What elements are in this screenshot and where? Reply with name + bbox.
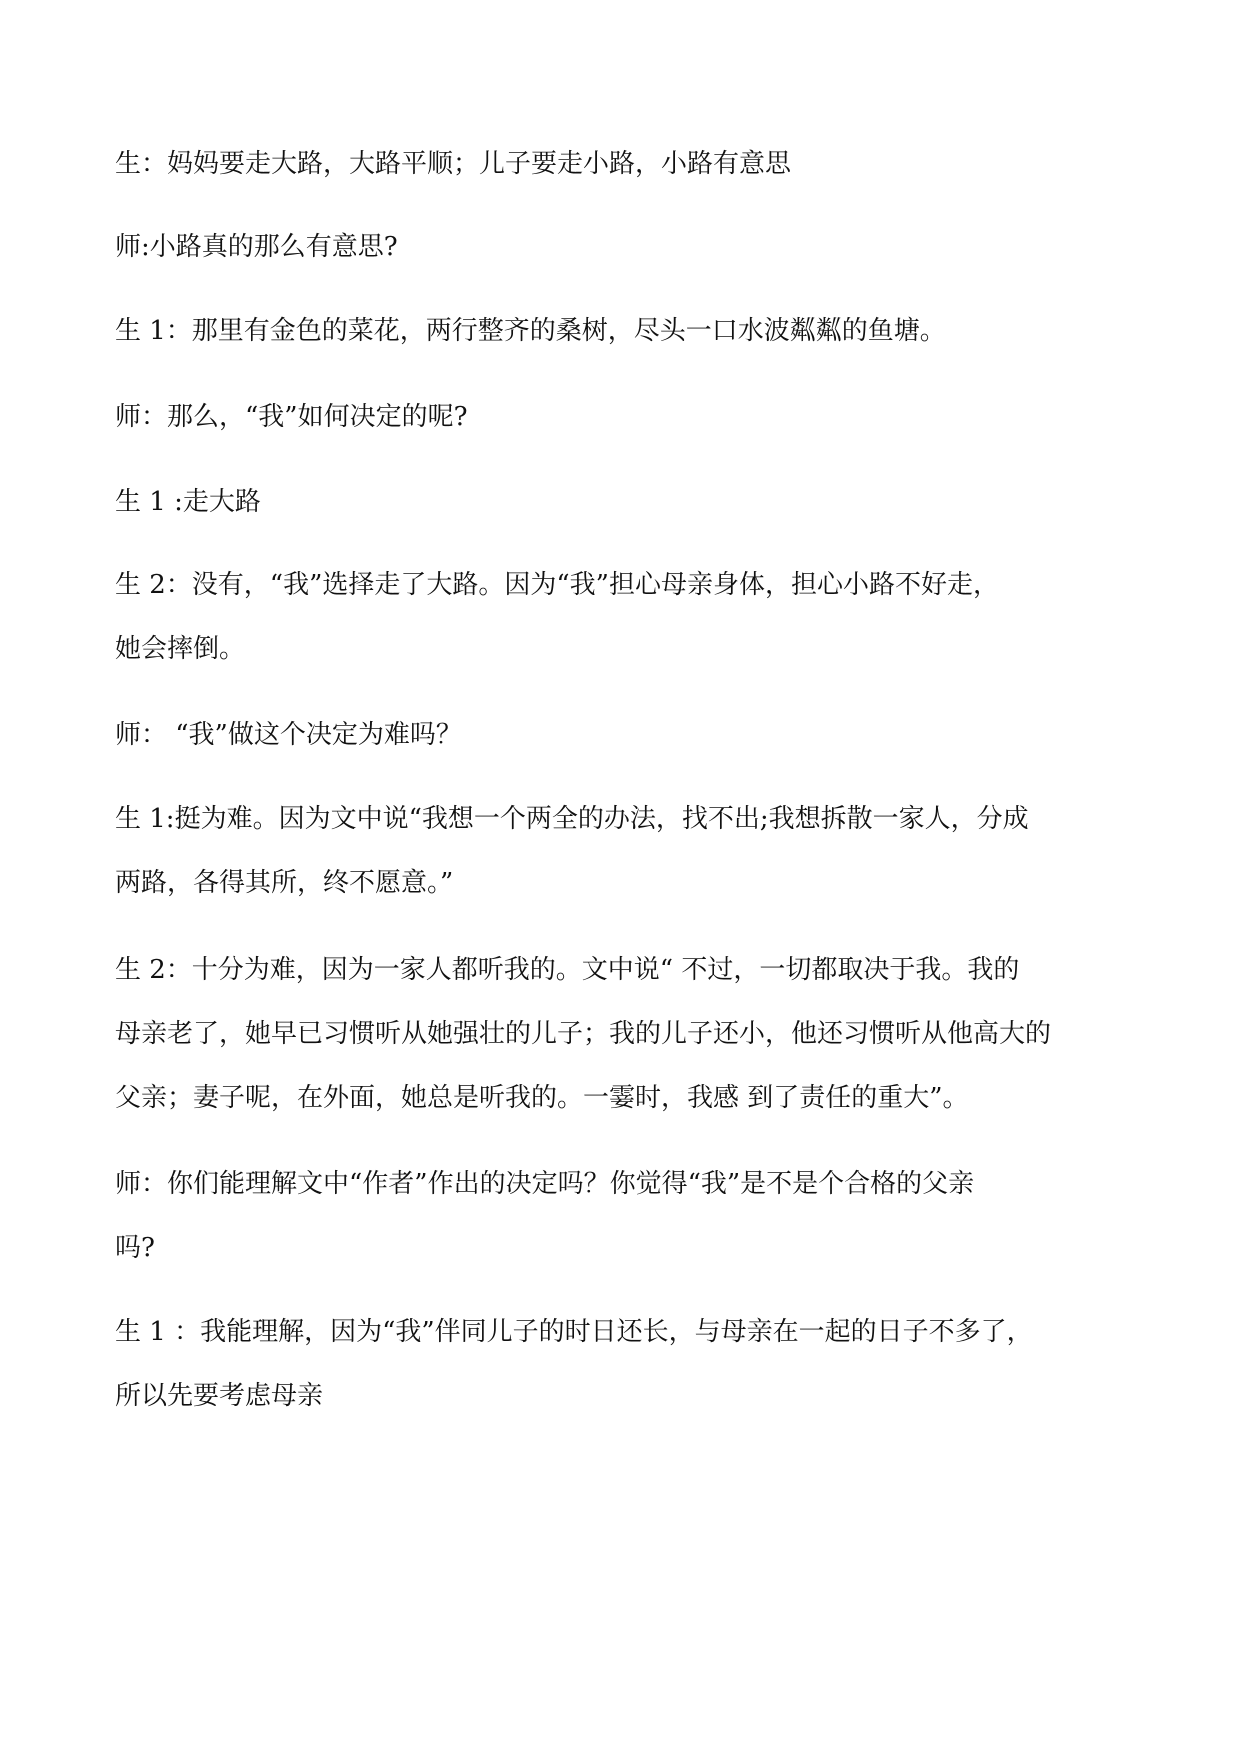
paragraph-7 (115, 703, 1145, 767)
paragraph-line: 师： “我”做这个决定为难吗？ (115, 720, 462, 750)
paragraph-line: 师：那么，“我”如何决定的呢? (115, 402, 468, 432)
paragraph-line: 父亲；妻子呢，在外面，她总是听我的。一霎时，我感 到了责任的重大”。 (115, 1083, 969, 1113)
paragraph-line: 生 1：那里有金色的菜花，两行整齐的桑树，尽头一口水波粼粼的鱼塘。 (115, 316, 946, 346)
paragraph-6 (115, 553, 1145, 681)
paragraph-10 (115, 1152, 1145, 1280)
paragraph-line: 母亲老了，她早已习惯听从她强壮的儿子；我的儿子还小，他还习惯听从他高大的 (115, 1019, 1052, 1049)
paragraph-line: 吗? (115, 1233, 155, 1263)
paragraph-3 (115, 299, 1145, 363)
paragraph-line: 师：你们能理解文中“作者”作出的决定吗？你觉得“我”是不是个合格的父亲 (115, 1169, 975, 1199)
paragraph-line: 生：妈妈要走大路，大路平顺；儿子要走小路，小路有意思 (115, 149, 792, 179)
paragraph-line: 生 1 :走大路 (115, 487, 261, 517)
paragraph-line: 生 2：没有，“我”选择走了大路。因为“我”担心母亲身体，担心小路不好走， (115, 570, 999, 600)
paragraph-1 (115, 132, 1145, 196)
paragraph-line: 生 2：十分为难，因为一家人都听我的。文中说“ 不过，一切都取决于我。我的 (115, 955, 1020, 985)
paragraph-11 (115, 1300, 1145, 1428)
paragraph-line: 所以先要考虑母亲 (115, 1381, 324, 1411)
paragraph-4 (115, 385, 1145, 449)
paragraph-2 (115, 215, 1145, 279)
paragraph-line: 她会摔倒。 (115, 634, 246, 664)
paragraph-line: 生 1:挺为难。因为文中说“我想一个两全的办法，找不出;我想拆散一家人，分成 (115, 804, 1029, 834)
paragraph-line: 两路，各得其所，终不愿意。” (115, 868, 454, 898)
paragraph-line: 生 1 ：我能理解，因为“我”伴同儿子的时日还长，与母亲在一起的日子不多了， (115, 1317, 1033, 1347)
paragraph-8 (115, 787, 1145, 915)
paragraph-line: 师:小路真的那么有意思? (115, 232, 398, 262)
paragraph-9 (115, 938, 1145, 1130)
paragraph-5 (115, 470, 1145, 534)
